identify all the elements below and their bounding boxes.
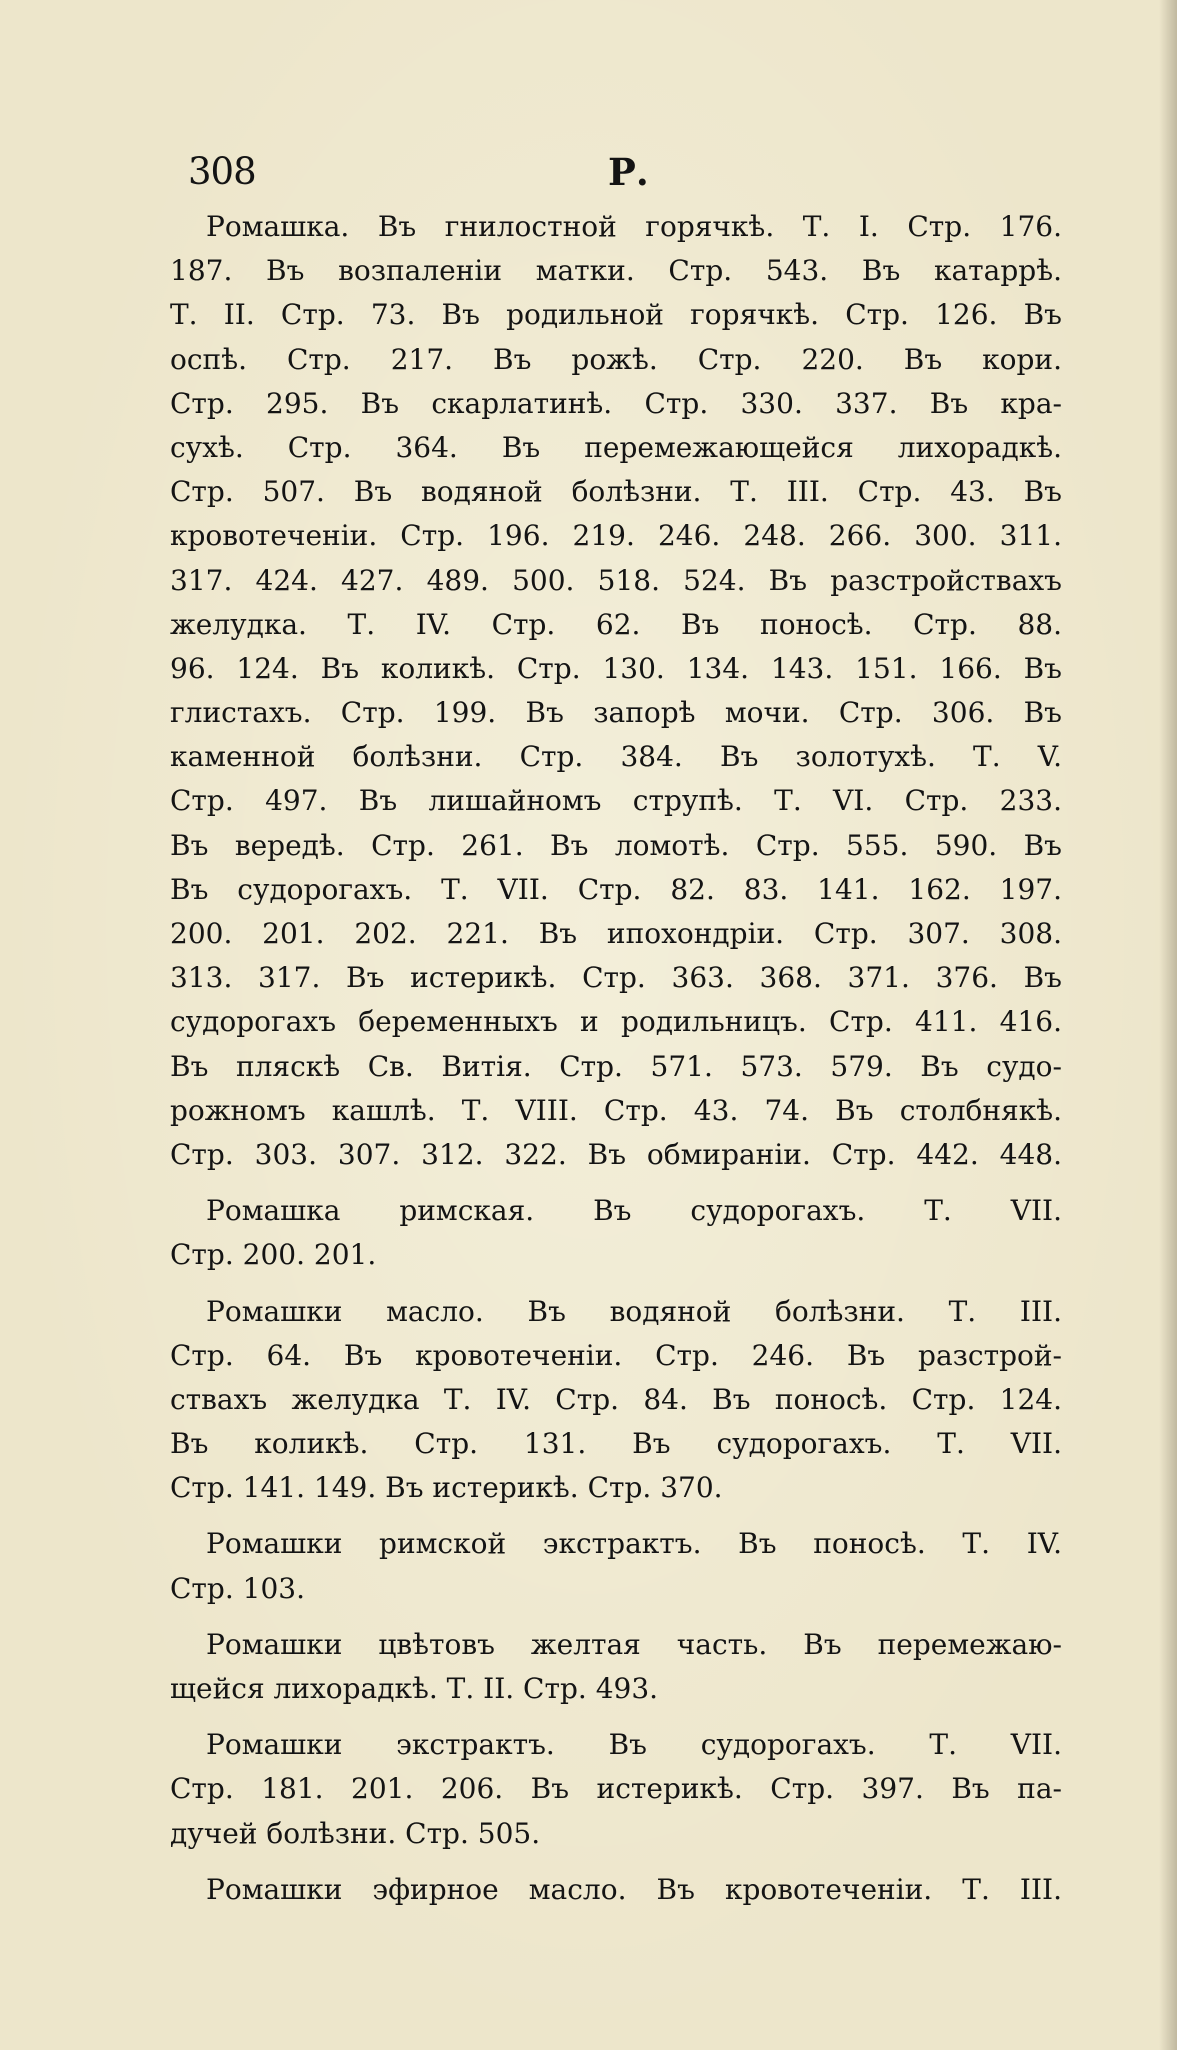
section-letter: Р. [608, 150, 649, 194]
index-entry [170, 1723, 1062, 1856]
entry-line: Т. II. Стр. 73. Въ родильной горячкѣ. Стр. 126. Въ [170, 298, 1062, 332]
entry-line: Стр. 507. Въ водяной болѣзни. Т. III. Стр. 43. Въ [170, 475, 1062, 509]
entry-line: щейся лихорадкѣ. Т. II. Стр. 493. [170, 1672, 659, 1705]
entry-line: Стр. 200. 201. [170, 1238, 377, 1272]
index-entry [170, 205, 1062, 1177]
entry-line: 317. 424. 427. 489. 500. 518. 524. Въ разстройствахъ [170, 563, 1062, 597]
entry-line: глистахъ. Стр. 199. Въ запорѣ мочи. Стр. 306. Въ [170, 696, 1062, 730]
index-entry [170, 1522, 1062, 1610]
entry-line: 187. Въ возпаленіи матки. Стр. 543. Въ катаррѣ. [170, 254, 1062, 288]
entry-line: ствахъ желудка Т. IV. Стр. 84. Въ поносѣ. Стр. 124. [170, 1382, 1062, 1416]
entry-line: Ромашка. Въ гнилостной горячкѣ. Т. I. Стр. 176. [206, 210, 1062, 243]
entry-line: Въ пляскѣ Св. Витія. Стр. 571. 573. 579. Въ судо- [170, 1049, 1062, 1083]
entry-line: Стр. 295. Въ скарлатинѣ. Стр. 330. 337. Въ кра- [170, 386, 1062, 420]
page-number: 308 [188, 150, 256, 193]
entry-line: Въ судорогахъ. Т. VII. Стр. 82. 83. 141. 162. 197. [170, 872, 1062, 906]
entry-line: Ромашки эфирное масло. Въ кровотеченіи. Т. III. [206, 1872, 1062, 1906]
entry-line: Ромашка римская. Въ судорогахъ. Т. VII. [206, 1194, 1062, 1228]
entry-line: 200. 201. 202. 221. Въ ипохондріи. Стр. 307. 308. [170, 917, 1062, 950]
index-entry [170, 1290, 1062, 1511]
entry-line: кровотеченіи. Стр. 196. 219. 246. 248. 266. 300. 311. [170, 519, 1062, 553]
entry-line: Въ коликѣ. Стр. 131. Въ судорогахъ. Т. VII. [170, 1427, 1062, 1461]
entry-line: рожномъ кашлѣ. Т. VIII. Стр. 43. 74. Въ столбнякѣ. [170, 1093, 1062, 1127]
page-edge-shadow [1159, 0, 1177, 2050]
index-entry [170, 1868, 1062, 1912]
entry-line: желудка. Т. IV. Стр. 62. Въ поносѣ. Стр. 88. [170, 607, 1062, 641]
entry-line: дучей болѣзни. Стр. 505. [170, 1816, 541, 1850]
index-entries [170, 205, 1062, 1924]
entry-line: Стр. 181. 201. 206. Въ истерикѣ. Стр. 397. Въ па- [170, 1772, 1062, 1806]
entry-line: судорогахъ беременныхъ и родильницъ. Стр. 411. 416. [170, 1005, 1062, 1039]
entry-line: Ромашки масло. Въ водяной болѣзни. Т. III. [206, 1294, 1062, 1328]
entry-line: Стр. 141. 149. Въ истерикѣ. Стр. 370. [170, 1471, 723, 1505]
entry-line: сухѣ. Стр. 364. Въ перемежающейся лихорадкѣ. [170, 430, 1062, 464]
entry-line: Ромашки цвѣтовъ желтая часть. Въ перемежаю- [206, 1627, 1062, 1661]
entry-line: Въ вередѣ. Стр. 261. Въ ломотѣ. Стр. 555. 590. Въ [170, 828, 1062, 862]
entry-line: каменной болѣзни. Стр. 384. Въ золотухѣ. Т. V. [170, 740, 1062, 774]
entry-line: Стр. 303. 307. 312. 322. Въ обмираніи. Стр. 442. 448. [170, 1137, 1062, 1171]
entry-line: Ромашки римской экстрактъ. Въ поносѣ. Т. IV. [206, 1527, 1062, 1561]
page-header [188, 150, 988, 200]
entry-line: Ромашки экстрактъ. Въ судорогахъ. Т. VII. [206, 1728, 1062, 1762]
entry-line: оспѣ. Стр. 217. Въ рожѣ. Стр. 220. Въ кори. [170, 342, 1062, 376]
index-entry [170, 1189, 1062, 1277]
entry-line: 96. 124. Въ коликѣ. Стр. 130. 134. 143. 151. 166. Въ [170, 651, 1062, 685]
entry-line: 313. 317. Въ истерикѣ. Стр. 363. 368. 371. 376. Въ [170, 961, 1062, 995]
entry-line: Стр. 64. Въ кровотеченіи. Стр. 246. Въ разстрой- [170, 1338, 1062, 1372]
entry-line: Стр. 497. Въ лишайномъ струпѣ. Т. VI. Стр. 233. [170, 784, 1062, 818]
entry-line: Стр. 103. [170, 1571, 305, 1605]
index-entry [170, 1623, 1062, 1711]
